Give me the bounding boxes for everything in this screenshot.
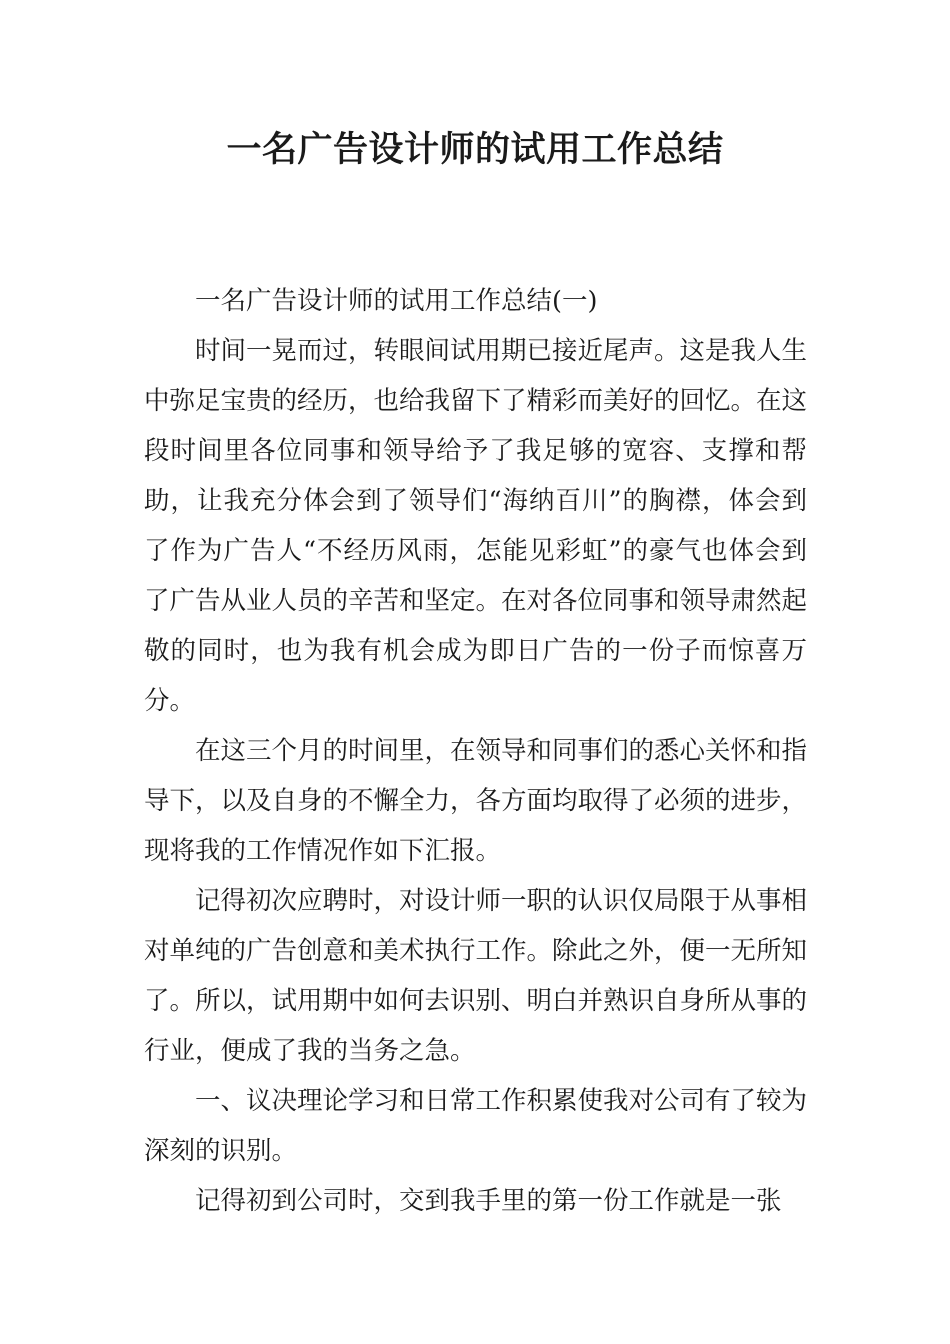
subtitle-paragraph: 一名广告设计师的试用工作总结(一) — [195, 286, 598, 316]
body-paragraph: 时间一晃而过，转眼间试用期已接近尾声。这是我人生中弥足宝贵的经历，也给我留下了精彩而美好的回忆。在这段时间里各位同事和领导给予了我足够的宽容、支撑和帮助，让我充分体会到了领导们“海纳百川”的胸襟，体会到了作为广告人“不经历风雨，怎能见彩虹”的豪气也体会到了广告从业人员的辛苦和坚定。在对各位同事和领导肃然起敬的同时，也为我有机会成为即日广告的一份子而惊喜万分。 — [144, 336, 808, 716]
section-heading-paragraph: 一、议决理论学习和日常工作积累使我对公司有了较为深刻的识别。 — [144, 1086, 808, 1166]
document-body — [144, 276, 807, 1226]
body-paragraph: 记得初到公司时，交到我手里的第一份工作就是一张 — [195, 1186, 782, 1216]
body-paragraph: 记得初次应聘时，对设计师一职的认识仅局限于从事相对单纯的广告创意和美术执行工作。除此之外，便一无所知了。所以，试用期中如何去识别、明白并熟识自身所从事的行业，便成了我的当务之急。 — [144, 886, 808, 1066]
document-title: 一名广告设计师的试用工作总结 — [226, 130, 724, 170]
body-paragraph: 在这三个月的时间里，在领导和同事们的悉心关怀和指导下，以及自身的不懈全力，各方面均取得了必须的进步，现将我的工作情况作如下汇报。 — [144, 736, 808, 866]
